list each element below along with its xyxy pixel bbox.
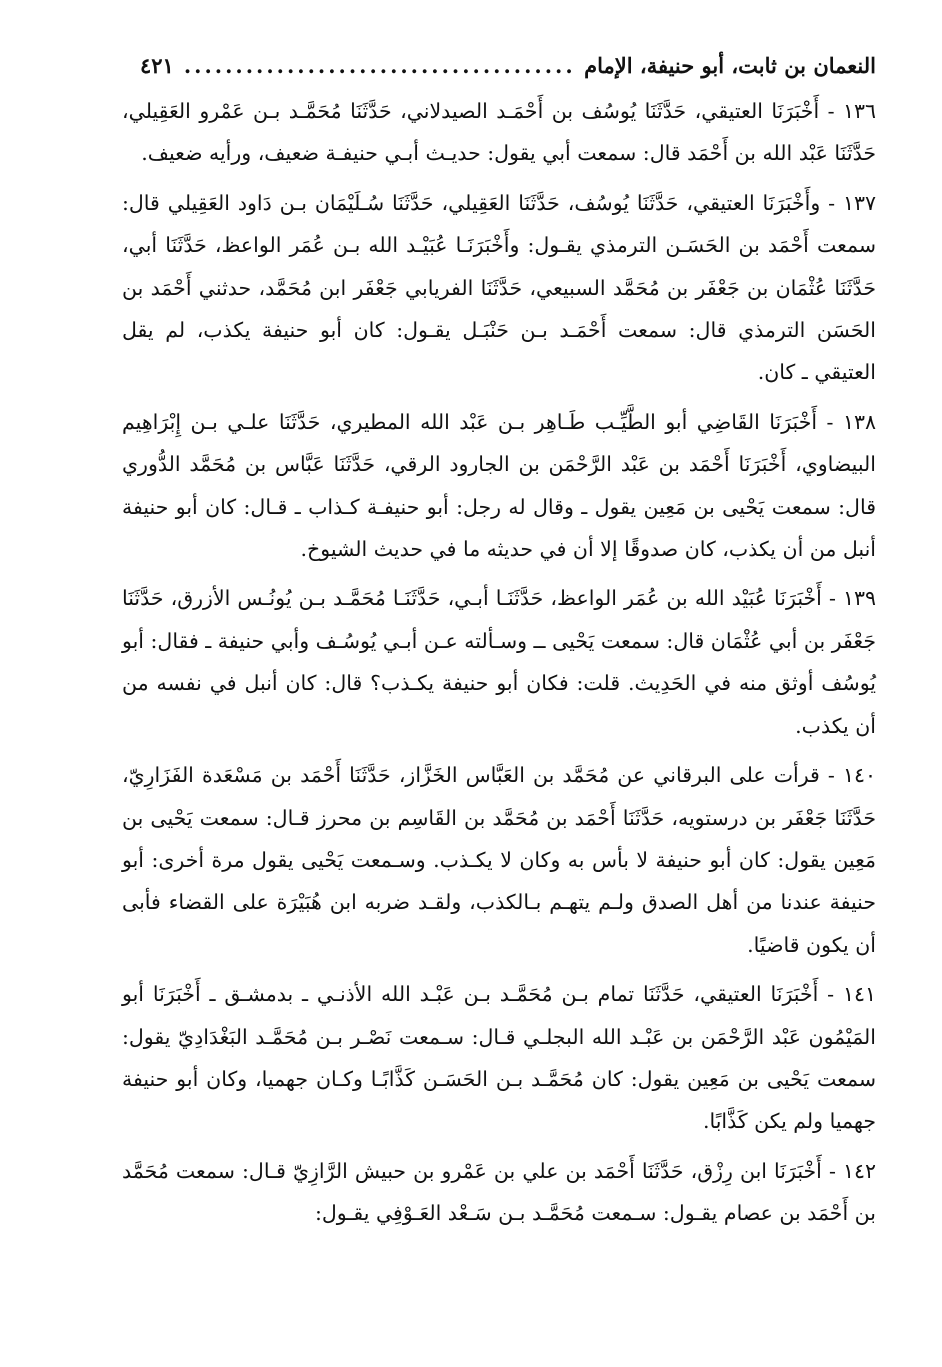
paragraph-136: ١٣٦ - أَخْبَرَنَا العتيقي، حَدَّثَنَا يُوسُف بن أَحْمَـد الصيدلاني، حَدَّثَنَا مُحَمَّـد بـن عَمْرو العَقِيلي، حَدَّثَنَا عَبْد الله بن أَحْمَد قال: سمعت أبي يقول: حديـث أبـي حنيفـة ضعيف، ورأيه ضعيف. xyxy=(122,99,876,166)
paragraph-141: ١٤١ - أَخْبَرَنَا العتيقي، حَدَّثَنَا تمام بـن مُحَمَّـد بـن عَبْـد الله الأذنـي ـ بدمشـق ـ أَخْبَرَنَا أبو المَيْمُون عَبْد الرَّحْمَن بن عَبْـد الله البجلـي قـال: سـمعت نَصْـر بـن مُحَمَّـد البَغْدَادِيّ يقول: سمعت يَحْيى بن مَعِين يقول: كان مُحَمَّـد بـن الحَسَـن كَذَّابًـا وكـان جهميا، وكان أبو حنيفة جهميا ولم يكن كَذَّابًا. xyxy=(122,982,876,1134)
paragraph-137: ١٣٧ - وأَخْبَرَنَا العتيقي، حَدَّثَنَا يُوسُف، حَدَّثَنَا العَقِيلي، حَدَّثَنَا سُـلَيْمَان بـن دَاود العَقِيلي قال: سمعت أَحْمَد بن الحَسَـن الترمذي يقـول: وأَخْبَرَنَـا عُبَيْـد الله بـن عُمَر الواعظ، حَدَّثَنَا أبي، حَدَّثَنَا عُثْمَان بن جَعْفَر بن مُحَمَّد السبيعي، حَدَّثَنَا الفريابي جَعْفَر ابن مُحَمَّد، حدثني أَحْمَد بن الحَسَن الترمذي قال: سمعت أَحْمَـد بـن حَنْبَـل يقـول: كان أبو حنيفة يكذب، لم يقل العتيقي ـ كان. xyxy=(122,190,876,385)
running-header xyxy=(140,46,876,86)
header-leader-dots xyxy=(184,46,574,86)
header-title: النعمان بن ثابت، أبو حنيفة، الإمام xyxy=(584,53,876,78)
paragraph-140: ١٤٠ - قرأت على البرقاني عن مُحَمَّد بن العَبَّاس الخَزَّاز، حَدَّثَنَا أَحْمَد بن مَسْعَدة الفَزَارِيّ، حَدَّثَنَا جَعْفَر بن درستويه، حَدَّثَنَا أَحْمَد بن مُحَمَّد بن القَاسِم بن محرز قـال: سمعت يَحْيى بن مَعِين يقول: كان أبو حنيفة لا بأس به وكان لا يكـذب. وسـمعت يَحْيى يقول مرة أخرى: أبو حنيفة عندنا من أهل الصدق ولـم يتهـم بـالكذب، ولقـد ضربه ابن هُبَيْرَة على القضاء فأبى أن يكون قاضيًا. xyxy=(122,763,876,957)
paragraph-139: ١٣٩ - أَخْبَرَنَا عُبَيْد الله بن عُمَر الواعظ، حَدَّثَنَـا أبـي، حَدَّثَنَـا مُحَمَّـد بـن يُونُـس الأزرق، حَدَّثَنَا جَعْفَر بن أبي عُثْمَان قال: سمعت يَحْيى ــ وسـألته عـن أبـي يُوسُـف وأبي حنيفة ـ فقال: أبو يُوسُف أوثق منه في الحَدِيث. قلت: فكان أبو حنيفة يكـذب؟ قال: كان أنبل في نفسه من أن يكذب. xyxy=(122,586,876,738)
paragraph-142: ١٤٢ - أَخْبَرَنَا ابن رِزْق، حَدَّثَنَا أَحْمَد بن علي بن عَمْرو بن حبيش الرَّازِيّ قـال: سمعت مُحَمَّد بن أَحْمَد بن عصام يقـول: سـمعت مُحَمَّـد بـن سَـعْد العَـوْفِي يقـول: xyxy=(122,1158,876,1226)
page-number: ٤٢١ xyxy=(140,53,174,78)
paragraph-138: ١٣٨ - أَخْبَرَنَا القَاضِي أبو الطَّيِّـب طَـاهِر بـن عَبْد الله المطيري، حَدَّثَنَا علـي بـن إِبْرَاهِيم البيضاوي، أَخْبَرَنَا أَحْمَد بن عَبْد الرَّحْمَن بن الجارود الرقي، حَدَّثَنَا عَبَّاس بن مُحَمَّد الدُّوري قال: سمعت يَحْيى بن مَعِين يقول ـ وقال له رجل: أبو حنيفـة كـذاب ـ قـال: كان أبو حنيفة أنبل من أن يكذب، كان صدوقًا إلا أن في حديثه ما في حديث الشيوخ. xyxy=(122,409,876,562)
page-body xyxy=(122,90,876,1235)
